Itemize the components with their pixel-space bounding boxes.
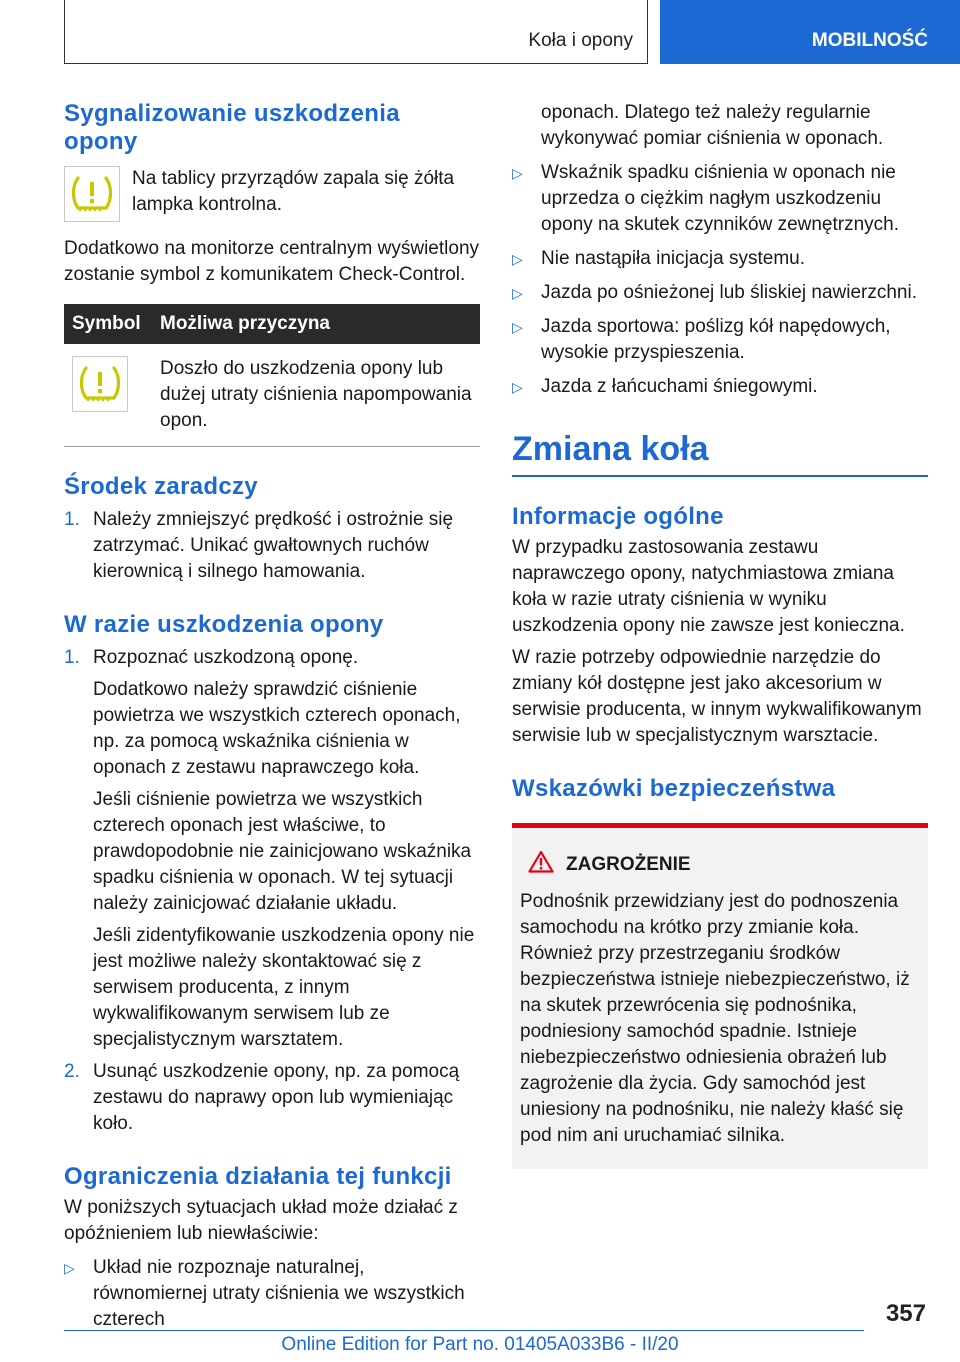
list-item — [512, 374, 928, 400]
list-item-body — [93, 645, 480, 1053]
lamp-indicator-row — [64, 166, 480, 222]
page-number: 357 — [885, 1300, 926, 1327]
list-item-paragraph: Jeśli zidentyfikowanie uszkodzenia opony nie jest możliwe należy skontaktować się z serwisem producenta, z innym wykwalifikowanym serwisem lub ze specjalistycznym warsztatem. — [93, 925, 475, 1050]
table-row — [64, 344, 480, 447]
list-item — [512, 314, 928, 366]
heading-wheel-change: Zmiana koła — [512, 430, 928, 477]
tpms-warning-icon — [64, 166, 120, 222]
table-header-cause: Możliwa przyczyna — [152, 304, 480, 344]
header-chapter-tab[interactable]: MOBILNOŚĆ — [660, 0, 960, 64]
warning-triangle-icon — [528, 850, 554, 879]
list-item-text: Układ nie rozpoznaje naturalnej, równomiernej utraty ciśnienia we wszystkich czterech — [93, 1257, 465, 1330]
bullet-triangle-icon: ▷ — [512, 319, 523, 335]
list-item-text: Jazda sportowa: poślizg kół napędowych, wysokie przyspieszenia. — [541, 316, 891, 363]
warning-title: ZAGROŻENIE — [566, 853, 691, 875]
list-item-text: Jazda z łańcuchami śniegowymi. — [541, 376, 818, 397]
list-item-paragraph: Dodatkowo należy sprawdzić ciśnienie powietrza we wszystkich czterech oponach, np. za pomocą wskaźnika ciśnienia w oponach z zestawu naprawczego koła. — [93, 679, 461, 778]
heading-tire-damage-signal: Sygnalizowanie uszkodzenia opony — [64, 100, 400, 155]
list-item — [512, 280, 928, 306]
footer-divider — [64, 1330, 864, 1331]
warning-title-row — [520, 850, 920, 879]
list-item-text: Jazda po ośnieżonej lub śliskiej nawierzchni. — [541, 282, 917, 303]
list-item — [512, 160, 928, 238]
list-number: 1. — [64, 647, 80, 668]
heading-safety: Wskazówki bezpieczeństwa — [512, 775, 836, 802]
list-number: 1. — [64, 509, 80, 530]
bullet-triangle-icon: ▷ — [512, 379, 523, 395]
table-cell-symbol — [64, 344, 152, 447]
bullet-triangle-icon: ▷ — [64, 1260, 75, 1276]
list-item-text: Rozpoznać uszkodzoną oponę. — [93, 647, 359, 668]
heading-remedy: Środek zaradczy — [64, 473, 258, 500]
warning-text: Podnośnik przewidziany jest do podnoszenia samochodu na krótko przy zmianie koła. Również przy przestrzeganiu środków bezpieczeństwa istnieje niebezpieczeństwo, iż na skutek przewrócenia się podnośnika, podniesiony samochód spadnie. Istnieje niebezpieczeństwo odniesienia obrażeń lub zagrożenie dla życia. Gdy samochód jest uniesiony na podnośniku, nie należy kłaść się pod nim ani uruchamiać silnika. — [520, 891, 910, 1146]
list-item-text: Należy zmniejszyć prędkość i ostrożnie się zatrzymać. Unikać gwałtownych ruchów kierownicą i silnego hamowania. — [93, 509, 454, 582]
heading-tire-damage: W razie uszkodzenia opony — [64, 611, 384, 638]
right-column — [512, 100, 928, 1169]
table-header-symbol: Symbol — [64, 304, 152, 344]
general-paragraph-2: W razie potrzeby odpowiednie narzędzie do zmiany kół dostępne jest jako akcesorium w serwisie producenta, w innym wykwalifikowanym serwisie lub w specjalistycznym warsztacie. — [512, 647, 922, 746]
list-item-text: Usunąć uszkodzenie opony, np. za pomocą zestawu do naprawy opon lub wymieniając koło. — [93, 1061, 460, 1134]
symbol-table — [64, 304, 480, 447]
list-item — [64, 507, 480, 585]
bullet-triangle-icon: ▷ — [512, 251, 523, 267]
left-column — [64, 100, 480, 1333]
list-item-paragraph: Jeśli ciśnienie powietrza we wszystkich czterech oponach jest właściwe, to prawdopodobnie nie zainicjowano wskaźnika spadku ciśnienia w oponach. W tej sytuacji należy zainicjować działanie układu. — [93, 789, 472, 914]
heading-general-info: Informacje ogólne — [512, 503, 724, 530]
tpms-warning-icon — [72, 356, 128, 412]
monitor-text: Dodatkowo na monitorze centralnym wyświetlony zostanie symbol z komunikatem Check-Control. — [64, 238, 480, 285]
bullet-triangle-icon: ▷ — [512, 165, 523, 181]
continued-text: oponach. Dlatego też należy regularnie wykonywać pomiar ciśnienia w oponach. — [541, 102, 884, 149]
general-paragraph-1: W przypadku zastosowania zestawu naprawczego opony, natychmiastowa zmiana koła w razie utraty ciśnienia w wyniku uszkodzenia opony nie zawsze jest konieczna. — [512, 537, 905, 636]
list-item-text: Wskaźnik spadku ciśnienia w oponach nie uprzedza o ciężkim nagłym uszkodzeniu opony na skutek czynników zewnętrznych. — [541, 162, 900, 235]
limits-intro: W poniższych sytuacjach układ może działać z opóźnieniem lub niewłaściwie: — [64, 1197, 458, 1244]
header-section-title: Koła i opony — [528, 30, 633, 51]
list-item — [512, 246, 928, 272]
list-number: 2. — [64, 1061, 80, 1082]
list-item — [64, 1059, 480, 1137]
list-item-text: Nie nastąpiła inicjacja systemu. — [541, 248, 806, 269]
list-item — [64, 645, 480, 1053]
heading-limits: Ograniczenia działania tej funkcji — [64, 1163, 452, 1190]
bullet-triangle-icon: ▷ — [512, 285, 523, 301]
footer-edition-link[interactable]: Online Edition for Part no. 01405A033B6 - II/20 — [281, 1334, 679, 1355]
list-item — [64, 1255, 480, 1333]
table-cell-cause: Doszło do uszkodzenia opony lub dużej utraty ciśnienia napompowania opon. — [152, 344, 480, 447]
lamp-text: Na tablicy przyrządów zapala się żółta lampka kontrolna. — [132, 168, 455, 215]
warning-box — [512, 823, 928, 1169]
